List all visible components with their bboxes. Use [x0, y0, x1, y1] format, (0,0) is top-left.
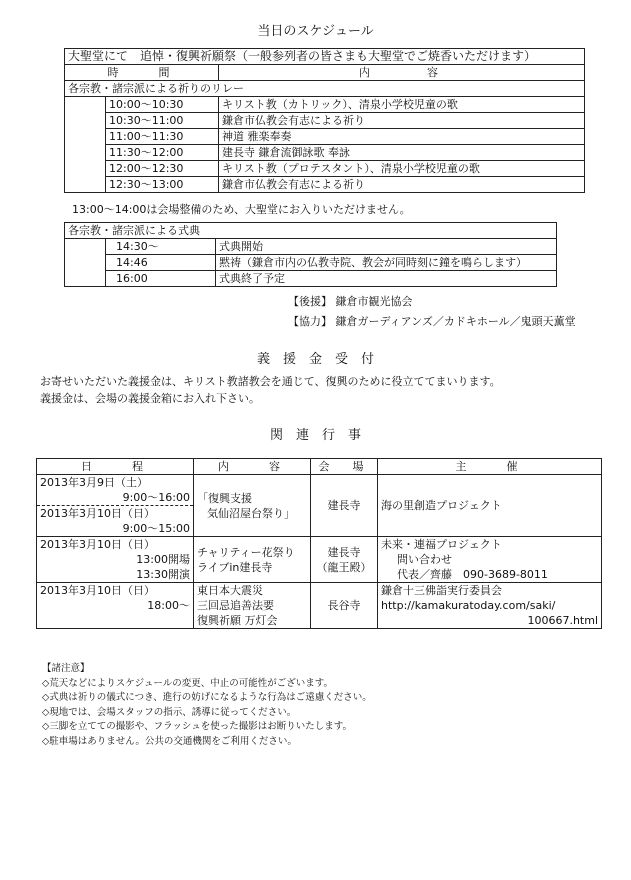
ceremony-row [65, 271, 557, 287]
relay-row [65, 113, 585, 129]
table-row [37, 537, 602, 583]
relay-content: キリスト教（プロテスタント）、清泉小学校児童の歌 [219, 161, 585, 177]
schedule-table [64, 48, 585, 193]
event-content: 気仙沼屋台祭り」 [207, 506, 295, 520]
event-organizer: 鎌倉十三佛詣実行委員会 [381, 584, 502, 597]
ceremony-time: 14:30～ [106, 239, 216, 255]
header-time: 時 間 [65, 65, 219, 81]
event-organizer: 問い合わせ [397, 553, 452, 566]
relay-row [65, 161, 585, 177]
event-date: 2013年3月10日（日） [40, 538, 155, 551]
notes-title: 【諸注意】 [42, 663, 90, 674]
donation-line-2: 義援金は、会場の義援金箱にお入れ下さい。 [40, 392, 260, 405]
ceremony-time: 14:46 [106, 255, 216, 271]
ceremony-row [65, 255, 557, 271]
event-organizer: 代表／齊藤 090-3689-8011 [397, 568, 548, 581]
relay-time: 12:30～13:00 [106, 177, 219, 193]
table-row [37, 475, 602, 537]
relay-time: 11:30～12:00 [106, 145, 219, 161]
ceremony-content: 式典終了予定 [216, 271, 557, 287]
event-content: 「復興支援 [197, 491, 252, 505]
related-table [36, 458, 602, 629]
related-title: 関 連 行 事 [269, 428, 361, 443]
notes-section [42, 662, 372, 749]
event-date: 2013年3月10日（日） [40, 584, 155, 597]
event-content: 復興祈願 万灯会 [197, 614, 278, 627]
header-content: 内 容 [219, 65, 585, 81]
event-content: ライブin建長寺 [197, 560, 273, 574]
event-organizer: 海の里創造プロジェクト [381, 499, 502, 512]
related-header-organizer: 主 催 [378, 459, 602, 475]
cooperation-line: 【協力】 鎌倉ガーディアンズ／カドキホール／鬼頭天薫堂 [288, 315, 576, 328]
related-header-venue: 会 場 [311, 459, 378, 475]
donation-title: 義 援 金 受 付 [256, 352, 374, 367]
table-row [37, 583, 602, 629]
note-item: ◇駐車場はありません。公共の交通機関をご利用ください。 [42, 735, 297, 747]
event-url: 100667.html [527, 614, 598, 627]
note-item: ◇三脚を立てての撮影や、フラッシュを使った撮影はお断りいたします。 [42, 721, 352, 732]
ceremony-table [64, 222, 557, 287]
donation-line-1: お寄せいただいた義援金は、キリスト教諸教会を通じて、復興のために役立ててまいります。 [40, 375, 501, 388]
note-item: ◇現地では、会場スタッフの指示、誘導に従ってください。 [42, 706, 297, 718]
related-header-content: 内 容 [194, 459, 311, 475]
event-venue: （龍王殿） [316, 560, 372, 574]
event-content: 三回忌追善法要 [197, 599, 274, 612]
note-item: ◇式典は祈りの儀式につき、進行の妨げになるような行為はご遠慮ください。 [42, 692, 372, 703]
ceremony-time: 16:00 [106, 271, 216, 287]
relay-content: 鎌倉市仏教会有志による祈り [219, 177, 585, 193]
event-time: 9:00～15:00 [122, 522, 190, 535]
relay-row [65, 97, 585, 113]
event-organizer: 未来・連福プロジェクト [381, 538, 502, 551]
ceremony-row [65, 239, 557, 255]
ceremony-content: 式典開始 [216, 239, 557, 255]
event-url: http://kamakuratoday.com/saki/ [381, 599, 556, 612]
event-venue: 建長寺 [327, 499, 361, 512]
relay-time: 10:30～11:00 [106, 113, 219, 129]
relay-row [65, 129, 585, 145]
relay-content: 鎌倉市仏教会有志による祈り [219, 113, 585, 129]
support-line: 【後援】 鎌倉市観光協会 [288, 295, 413, 308]
event-time: 13:30開演 [136, 568, 190, 581]
relay-content: キリスト教（カトリック）、清泉小学校児童の歌 [219, 97, 585, 113]
schedule-title: 当日のスケジュール [257, 24, 374, 39]
relay-time: 12:00～12:30 [106, 161, 219, 177]
event-time: 9:00～16:00 [122, 491, 190, 504]
venue-title: 大聖堂にて 追悼・復興祈願祭（一般参列者の皆さまも大聖堂でご焼香いただけます） [65, 49, 585, 65]
relay-content: 神道 雅楽奉奏 [219, 129, 585, 145]
event-venue: 建長寺 [327, 545, 361, 559]
relay-title: 各宗教・諸宗派による祈りのリレー [65, 81, 585, 97]
ceremony-title: 各宗教・諸宗派による式典 [65, 223, 557, 239]
related-header-date: 日 程 [37, 459, 194, 475]
event-content: チャリティー花祭り [197, 545, 295, 559]
relay-content: 建長寺 鎌倉流御詠歌 奉詠 [219, 145, 585, 161]
ceremony-content: 黙祷（鎌倉市内の仏教寺院、教会が同時刻に鐘を鳴らします） [216, 255, 557, 271]
event-content: 東日本大震災 [197, 584, 263, 597]
event-date: 2013年3月9日（土） [40, 476, 148, 489]
relay-row [65, 177, 585, 193]
relay-time: 11:00～11:30 [106, 129, 219, 145]
event-venue: 長谷寺 [327, 599, 361, 612]
event-date: 2013年3月10日（日） [40, 507, 155, 520]
closed-notice: 13:00～14:00は会場整備のため、大聖堂にお入りいただけません。 [72, 203, 411, 216]
event-time: 18:00～ [147, 599, 190, 612]
event-time: 13:00開場 [136, 553, 190, 566]
relay-time: 10:00～10:30 [106, 97, 219, 113]
relay-row [65, 145, 585, 161]
note-item: ◇荒天などによりスケジュールの変更、中止の可能性がございます。 [42, 677, 333, 689]
